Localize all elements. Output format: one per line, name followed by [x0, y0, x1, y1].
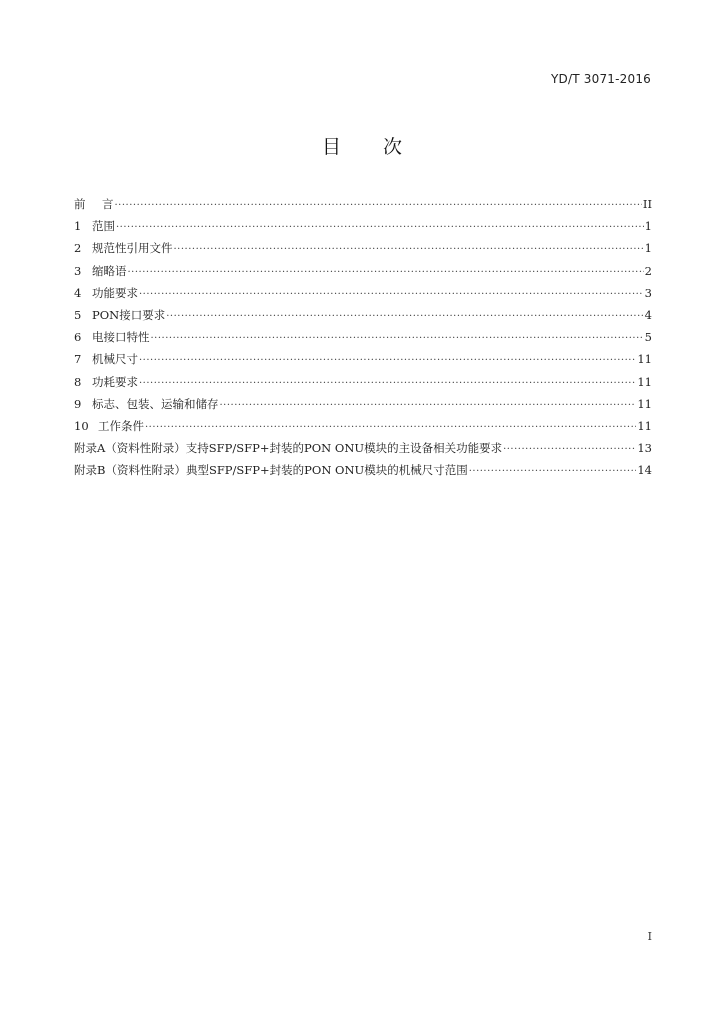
toc-entry-number: 4: [74, 285, 82, 300]
toc-title-right: 次: [383, 136, 403, 158]
toc-entry-number: 10: [74, 418, 89, 433]
toc-entry-6[interactable]: [74, 326, 652, 348]
toc-entry-title: 言: [102, 197, 114, 211]
toc-entry-8[interactable]: [74, 371, 652, 393]
dot-leader: [139, 350, 636, 372]
toc-title: [0, 132, 724, 159]
toc-entry-number: 7: [74, 352, 82, 367]
toc-entry-title: 工作条件: [98, 418, 144, 433]
toc-entry-page: II: [642, 197, 652, 211]
toc-entry-page: 11: [637, 396, 652, 411]
toc-entry-7[interactable]: [74, 348, 652, 370]
toc-entry-number: 5: [74, 307, 82, 322]
toc-entry-title: 电接口特性: [92, 330, 150, 345]
toc-entry-page: 1: [644, 241, 652, 256]
toc-title-left: 目: [321, 136, 341, 158]
dot-leader: [503, 439, 636, 461]
toc-entry-page: 2: [644, 263, 652, 278]
dot-leader: [128, 262, 644, 284]
toc-entry-page: 11: [637, 352, 652, 367]
toc-entry-page: 5: [644, 330, 652, 345]
toc-entry-number: 9: [74, 396, 82, 411]
dot-leader: [145, 417, 636, 439]
dot-leader: [174, 239, 644, 261]
toc-entry-page: 14: [637, 463, 652, 478]
toc-entry-page: 11: [637, 418, 652, 433]
toc-entry-page: 3: [644, 285, 652, 300]
toc-entry-appendix-b[interactable]: [74, 459, 652, 481]
dot-leader: [139, 284, 644, 306]
toc-entry-title: 缩略语: [92, 263, 127, 278]
dot-leader: [115, 195, 642, 217]
toc-entry-10[interactable]: [74, 415, 652, 437]
page-number: I: [647, 930, 652, 943]
toc-entry-title: 标志、包装、运输和储存: [92, 396, 219, 411]
toc-entry-title: 功能要求: [92, 285, 138, 300]
toc-entry-title: 功耗要求: [92, 374, 138, 389]
dot-leader: [116, 217, 644, 239]
toc-entry-title: 附录B（资料性附录）典型SFP/SFP+封装的PON ONU模块的机械尺寸范围: [74, 463, 468, 478]
toc-entry-2[interactable]: [74, 237, 652, 259]
toc-entry-title: 范围: [92, 219, 115, 234]
toc-entry-title: 机械尺寸: [92, 352, 138, 367]
toc-entry-title: 规范性引用文件: [92, 241, 173, 256]
toc-entry-foreword[interactable]: [74, 193, 652, 215]
toc-entry-1[interactable]: [74, 215, 652, 237]
document-code: YD/T 3071-2016: [551, 72, 651, 86]
toc-entry-5[interactable]: [74, 304, 652, 326]
toc-entry-3[interactable]: [74, 260, 652, 282]
dot-leader: [469, 461, 637, 483]
toc-entry-number: 前: [74, 197, 86, 211]
toc-entry-page: 11: [637, 374, 652, 389]
toc-entry-number: 3: [74, 263, 82, 278]
dot-leader: [166, 306, 643, 328]
toc-entry-4[interactable]: [74, 282, 652, 304]
toc-entry-appendix-a[interactable]: [74, 437, 652, 459]
toc-entry-number: 6: [74, 330, 82, 345]
table-of-contents: [74, 193, 652, 481]
toc-entry-number: 2: [74, 241, 82, 256]
toc-entry-page: 4: [644, 307, 652, 322]
toc-entry-page: 13: [637, 441, 652, 456]
toc-entry-number: 1: [74, 219, 82, 234]
toc-entry-title: PON接口要求: [92, 307, 166, 322]
dot-leader: [139, 373, 636, 395]
toc-entry-title: 附录A（资料性附录）支持SFP/SFP+封装的PON ONU模块的主设备相关功能要求: [74, 441, 503, 456]
toc-entry-number: 8: [74, 374, 82, 389]
dot-leader: [220, 395, 637, 417]
toc-entry-page: 1: [644, 219, 652, 234]
dot-leader: [151, 328, 644, 350]
toc-entry-9[interactable]: [74, 393, 652, 415]
